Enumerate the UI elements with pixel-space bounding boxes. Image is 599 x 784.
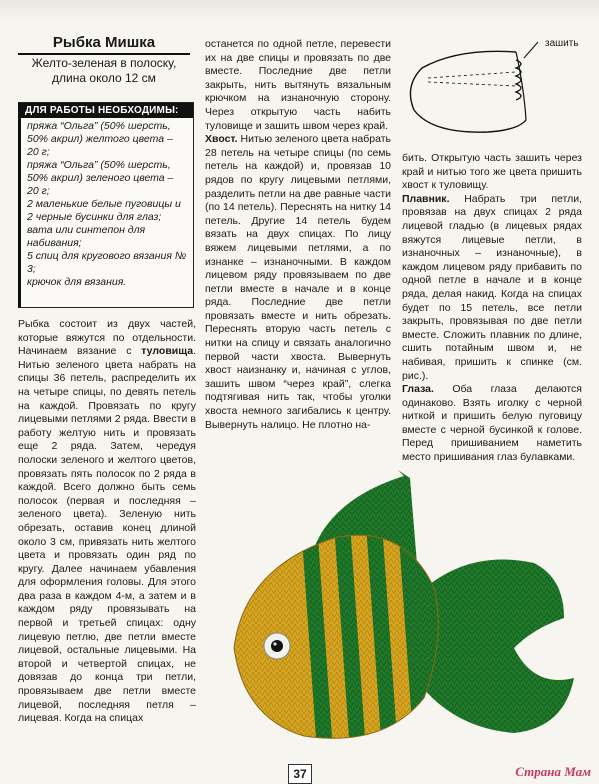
body-text: . Нитью зеленого цвета набрать на спицы 36 петель, распределить их на четыре спицы, по девять петель на каждой. Провязать по кругу лицевыми петлями 2 ряда. Ввести в работу желтую нить и провязать еще 2 ряда. Затем, чередуя полоски зеленого и желтого цветов, провязать пять полосок по 2 ряда в каждой. Всего должно быть семь полосок (первая и последняя – зеленого цвета). Зеленую нить обрезать, оставив конец длиной около 3 см, привязать нить желтого цвета и провязать один ряд по кругу. Далее начинаем убавления для оформления головы. Для этого два раза в каждом 4-м, а затем и в каждом ряду провязывать на первой и третьей спицах: одну лицевую петлю, две петли вместе лицевой, остальные лицевыми. На второй и четвертой спицах, не довязав до конца три петли, провязываем две петли вместе лицевой, последняя петля – лицевая. Когда на спицах — [18, 345, 196, 725]
knitted-fish-photo — [214, 468, 594, 760]
sewing-diagram — [398, 38, 594, 150]
materials-item: 5 спиц для кругового вязания № 3; — [27, 250, 187, 275]
body-paragraph — [205, 133, 391, 432]
materials-heading: ДЛЯ РАБОТЫ НЕОБХОДИМЫ: — [21, 103, 193, 118]
materials-item: пряжа “Ольга” (50% шерсть, 50% акрил) желтого цвета – 20 г; — [27, 120, 173, 158]
body-paragraph — [18, 318, 196, 726]
body-text: Оба глаза делаются одинаково. Взять иголку с черной ниткой и пришить белую пуговицу вместе с черной бусинкой к голове. Перед пришиванием наметить место пришивания глаз булавками. — [402, 383, 582, 464]
body-paragraph — [402, 193, 582, 383]
body-text: Нитью зеленого цвета набрать 28 петель на четыре спицы (по семь петель на каждой) и, провязав 10 рядов по кругу лицевыми петлями, разделить петли на две равные части (по 14 петель). Переснять на нитку 14 петель. Другие 14 петель будем вязать на двух спицах. По лицу вяжем лицевыми петлями, а по изнанке – изнаночными. В каждом лицевом ряду провязываем по две петли вместе в начале и в конце ряда. Последние две петли провязать вместе и нить обрезать. Переснять вторую часть петель с нитки на спицу и связать аналогично первой части хвоста. Вывернуть хвост наизнанку и, начиная с углов, зашить швом “через край”, слегка подтягивая нить так, чтобы уголки хвоста немного загибались к центру. Вывернуть налицо. Не плотно на- — [205, 133, 391, 431]
column-1 — [18, 318, 196, 726]
section-heading: Хвост. — [205, 133, 238, 146]
body-paragraph — [402, 383, 582, 465]
column-2 — [205, 38, 391, 432]
section-heading: туловища — [141, 345, 194, 358]
body-text: Рыбка состоит из двух частей, которые вяжутся по отдельности. Начинаем вязание с — [18, 318, 196, 358]
article-title: Рыбка Мишка — [18, 34, 190, 55]
article-subtitle: Желто-зеленая в полоску, длина около 12 см — [31, 56, 177, 85]
column-3 — [402, 152, 582, 465]
body-text: Набрать три петли, провязав на двух спицах 2 ряда лицевой гладью (в лицевых рядах вяжутся лицевые петли, в изнаночных – изнаночные), в каждом лицевом ряду прибавить по одной петле в начале и в конце ряда, делая накид. Когда на спицах будет по 15 петель, все петли закрыть, провязывая по две петли вместе. Сложить плавник по длине, сшить потайным швом и, не набивая, пришить к спинке (см. рис.). — [402, 192, 582, 382]
fish-tail — [414, 560, 574, 733]
materials-item: пряжа “Ольга” (50% шерсть, 50% акрил) зеленого цвета – 20 г; — [27, 159, 174, 197]
watermark: Страна Мам — [515, 764, 591, 779]
materials-item: 2 маленькие белые пуговицы и 2 черные бусинки для глаз; — [27, 198, 181, 223]
materials-list — [21, 120, 193, 289]
diagram-label: зашить — [545, 38, 579, 49]
top-strip — [0, 0, 599, 22]
materials-item: крючок для вязания. — [27, 276, 127, 288]
materials-item: вата или синтепон для набивания; — [27, 224, 146, 249]
body-paragraph: останется по одной петле, перевести их на две спицы и провязать по две вместе. Последние две петли закрыть, нить вытянуть вязальным крючком на изнаночную сторону. Через открытую часть набить туловище и зашить швом через край. — [205, 38, 391, 132]
section-heading: Глаза. — [402, 383, 434, 396]
body-paragraph: бить. Открытую часть зашить через край и нитью того же цвета пришить хвост к туловищу. — [402, 152, 582, 192]
fish-body — [214, 506, 455, 760]
page-number: 37 — [288, 764, 312, 784]
section-heading: Плавник. — [402, 192, 450, 205]
materials-box — [18, 102, 194, 308]
